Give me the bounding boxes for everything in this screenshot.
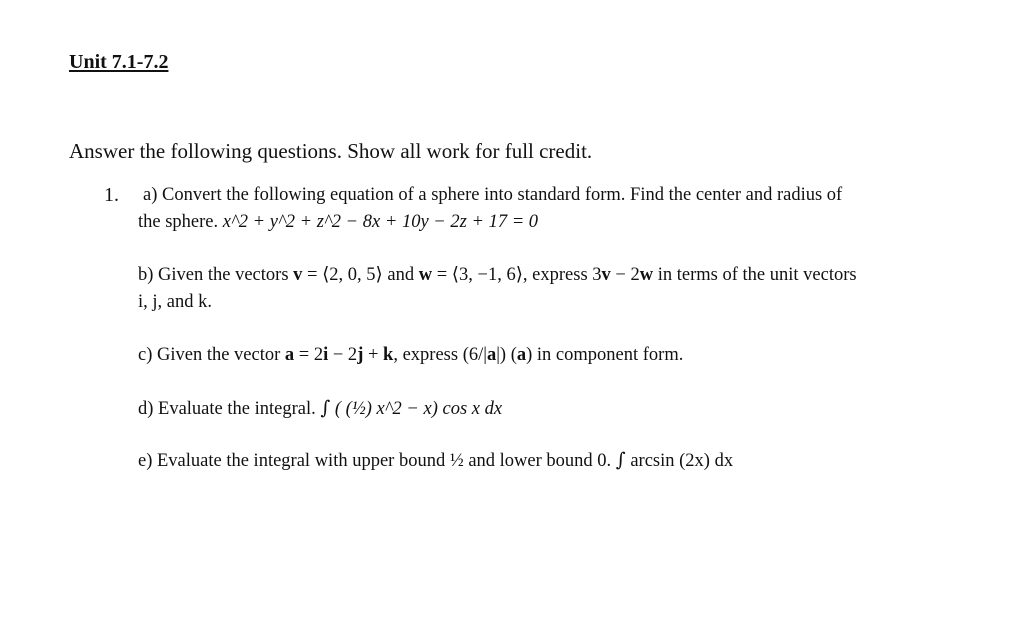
vector-a-eq: = 2: [294, 345, 324, 365]
sphere-equation: x^2 + y^2 + z^2 − 8x + 10y − 2z + 17 = 0: [222, 212, 539, 232]
close-paren: |) (: [496, 345, 517, 365]
unit-title: Unit 7.1-7.2: [69, 51, 169, 73]
vector-w-value: = ⟨3, −1, 6⟩, express 3: [432, 265, 602, 285]
part-b-line2: i, j, and k.: [138, 292, 212, 312]
part-a-line2-text: the sphere.: [138, 212, 223, 232]
instructions-text: Answer the following questions. Show all work for full credit.: [69, 139, 593, 163]
integral-sign-d: ∫: [320, 397, 331, 419]
part-b-suffix: in terms of the unit vectors: [653, 265, 857, 285]
integral-expression-e: arcsin (2x) dx: [625, 451, 734, 471]
unit-k: k: [383, 345, 394, 365]
part-d-line: [138, 395, 968, 423]
question-part-d: [138, 395, 968, 423]
vector-v: v: [293, 265, 303, 285]
part-c-suffix: ) in component form.: [526, 345, 684, 365]
part-c-line: [138, 342, 968, 369]
part-a-line1: a) Convert the following equation of a sphere into standard form. Find the center and radius of: [143, 185, 843, 205]
vector-w: w: [418, 265, 433, 285]
part-c-prefix: c) Given the vector: [138, 345, 285, 365]
vector-a-scaled: a: [516, 345, 527, 365]
part-b-prefix: b) Given the vectors: [138, 265, 294, 285]
vector-v-value: = ⟨2, 0, 5⟩ and: [302, 265, 419, 285]
plus-c: +: [363, 345, 384, 365]
unit-i: i: [323, 345, 329, 365]
question-part-a: [138, 182, 968, 236]
question-part-c: [138, 342, 968, 369]
part-e-prefix: e) Evaluate the integral with upper bound ½ and lower bound 0.: [138, 451, 616, 471]
express-text: , express (6/|: [393, 345, 487, 365]
part-e-line: [138, 447, 968, 475]
question-part-e: [138, 447, 968, 475]
part-b-line1: [138, 262, 968, 289]
minus-two-c: − 2: [328, 345, 358, 365]
part-d-prefix: d) Evaluate the integral.: [138, 399, 321, 419]
minus-two: − 2: [610, 265, 640, 285]
unit-j: j: [357, 345, 364, 365]
question-part-b: [138, 262, 968, 316]
question-number: 1.: [104, 184, 119, 206]
integral-sign-e: ∫: [615, 449, 626, 471]
vector-a-magnitude: a: [486, 345, 497, 365]
vector-v-expr: v: [601, 265, 611, 285]
part-a-line2: [138, 209, 968, 236]
vector-a: a: [284, 345, 295, 365]
vector-w-expr: w: [639, 265, 654, 285]
integral-expression-d: ( (½) x^2 − x) cos x dx: [330, 399, 503, 419]
